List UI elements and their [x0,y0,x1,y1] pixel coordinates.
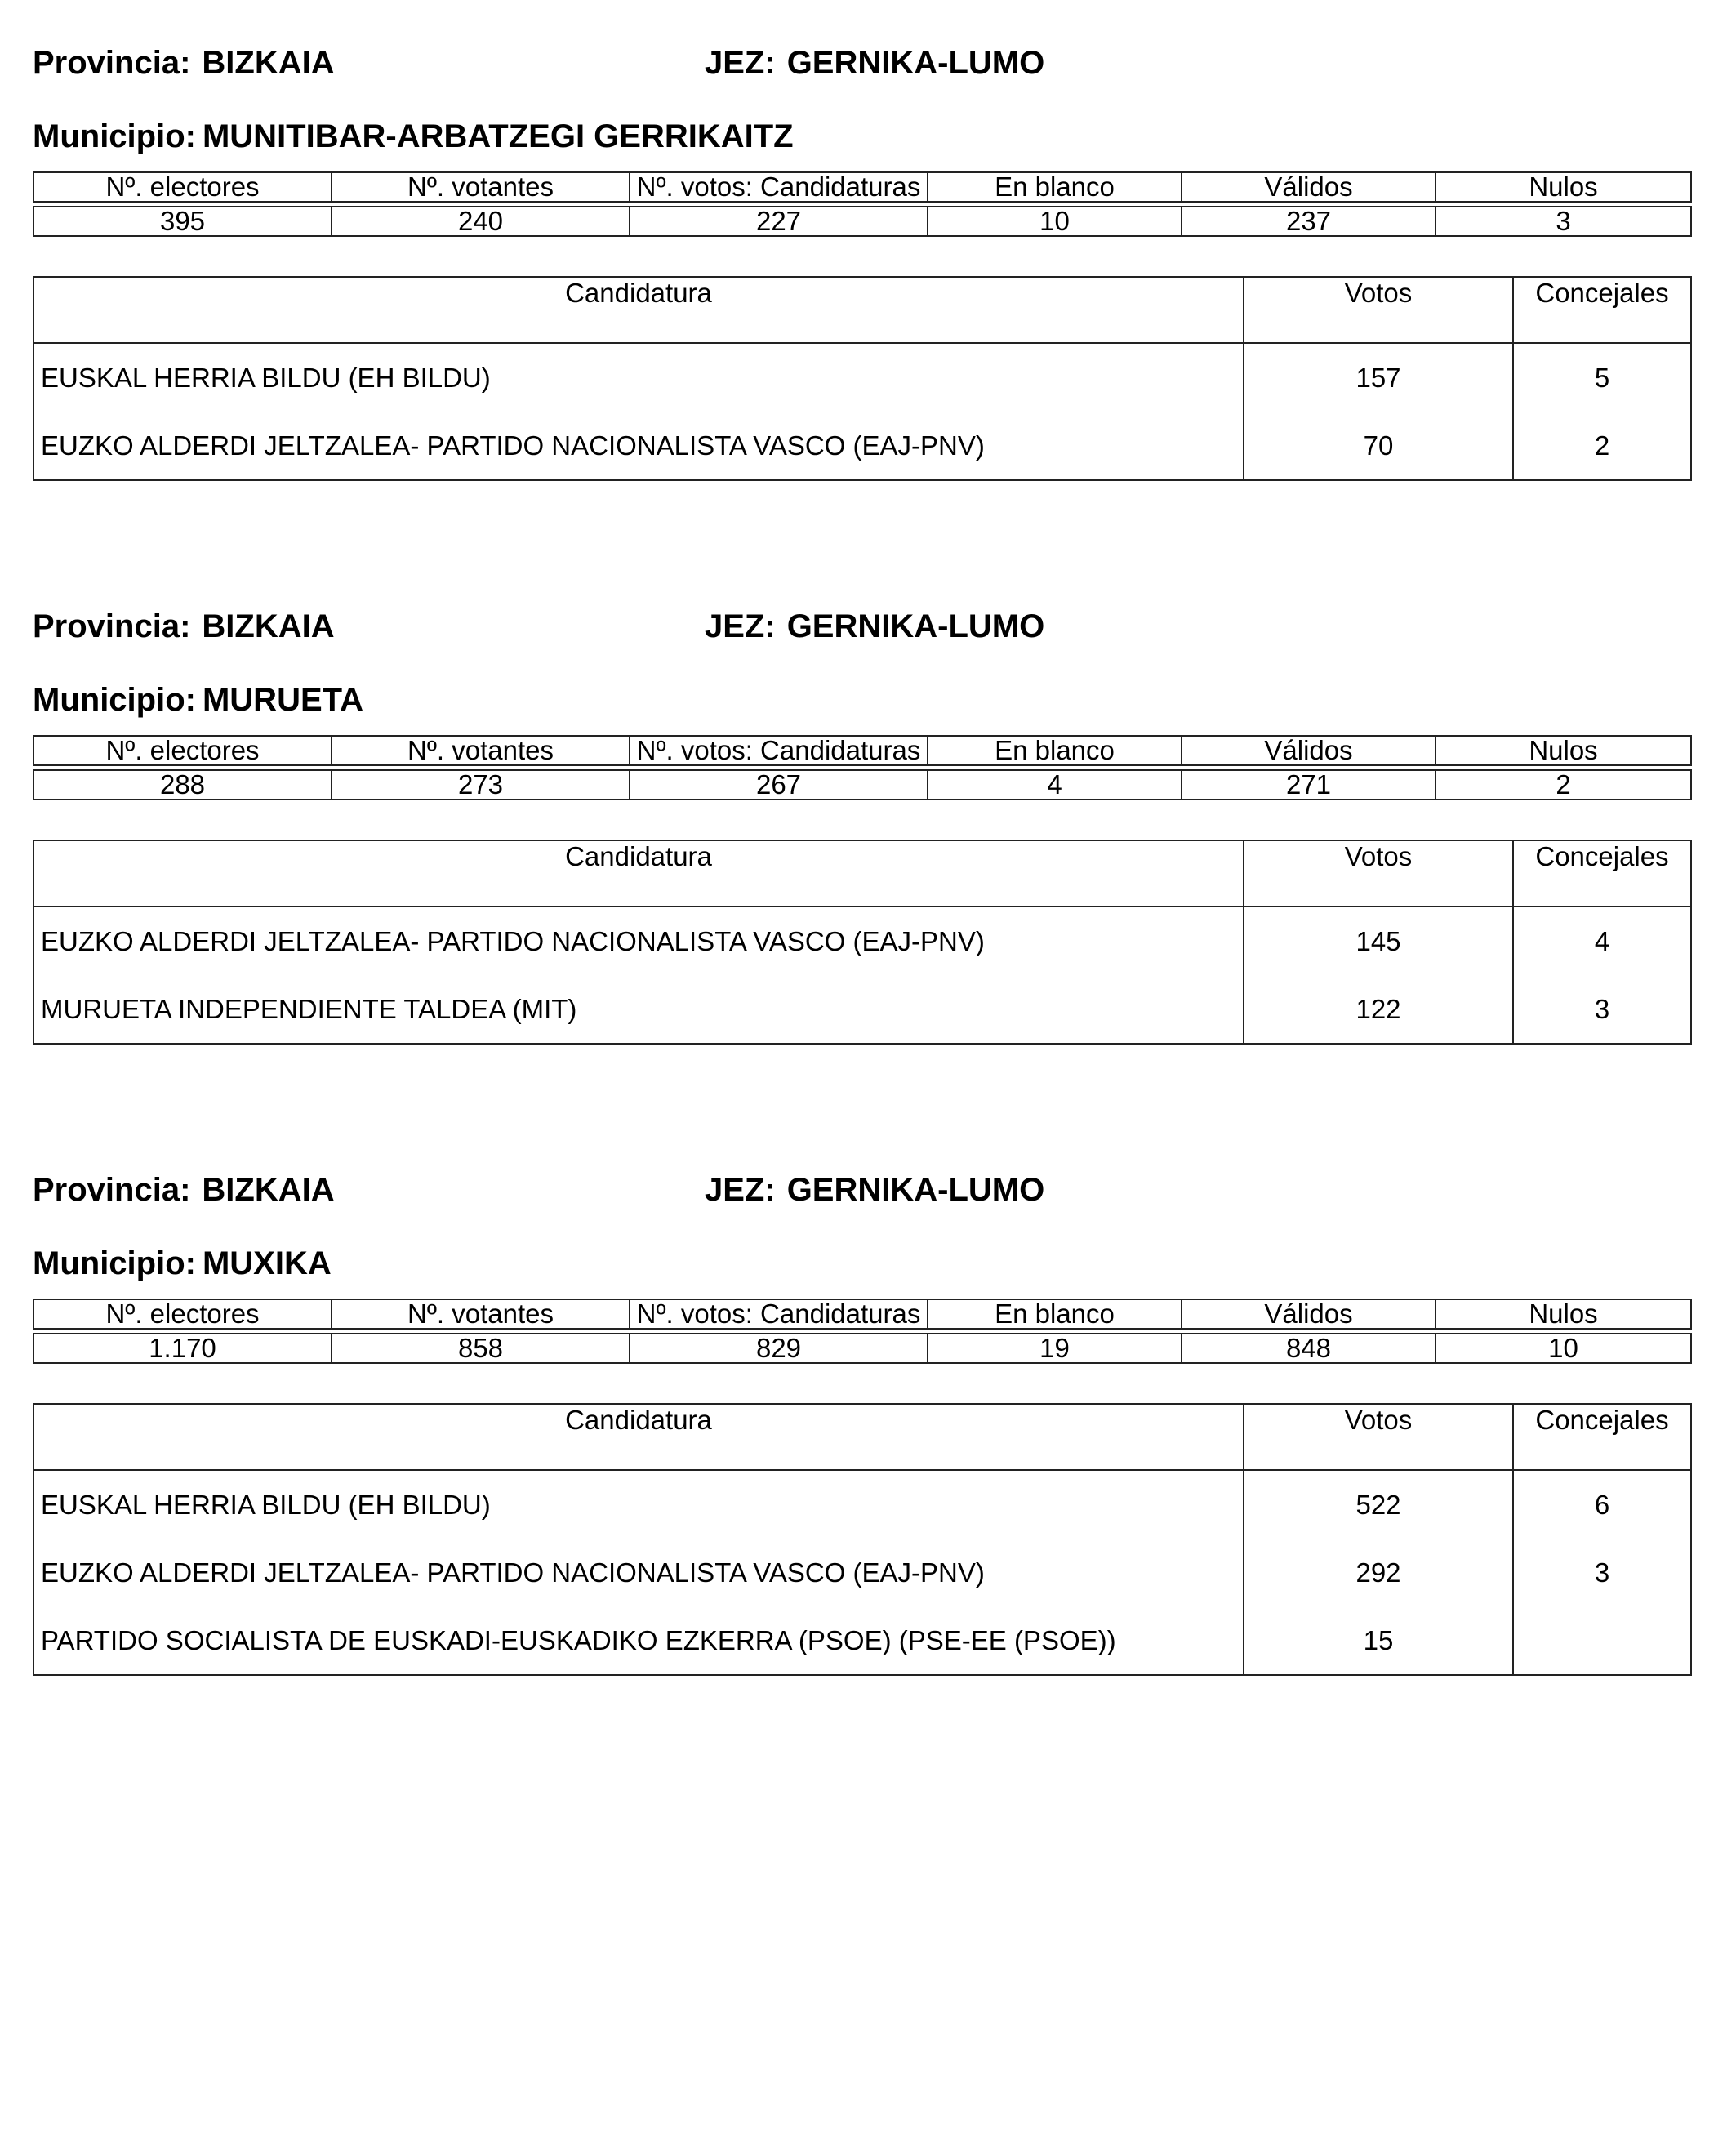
candidatura-name: EUZKO ALDERDI JELTZALEA- PARTIDO NACIONALISTA VASCO (EAJ-PNV) [33,412,1244,480]
results-header-row [33,840,1691,906]
municipio-value: MUNITIBAR-ARBATZEGI GERRIKAITZ [202,118,794,154]
municipality-section [33,1156,1690,1727]
results-header-votos: Votos [1244,840,1513,906]
results-header-concejales: Concejales [1513,840,1691,906]
municipio-heading: Municipio: MUNITIBAR-ARBATZEGI GERRIKAITZ [33,118,794,154]
summary-header-validos: Válidos [1182,736,1436,765]
result-row [33,343,1691,412]
summary-value-validos: 237 [1182,207,1436,236]
result-row [33,906,1691,975]
summary-header-electores: Nº. electores [33,736,332,765]
summary-value-validos: 848 [1182,1334,1436,1363]
summary-value-votantes: 240 [332,207,630,236]
summary-table [33,172,1692,237]
votos-value: 15 [1244,1606,1513,1675]
results-header-concejales: Concejales [1513,1404,1691,1470]
results-table [33,840,1692,1045]
summary-value-row [33,207,1691,236]
summary-value-nulos: 2 [1436,770,1691,800]
result-row [33,975,1691,1044]
summary-header-electores: Nº. electores [33,172,332,202]
result-row [33,412,1691,480]
summary-header-nulos: Nulos [1436,172,1691,202]
results-header-row [33,1404,1691,1470]
summary-value-votos-candidaturas: 267 [630,770,928,800]
provincia-heading: Provincia: BIZKAIA [33,608,335,644]
summary-value-validos: 271 [1182,770,1436,800]
municipio-heading: Municipio: MUXIKA [33,1245,332,1281]
concejales-value: 5 [1594,362,1610,393]
jez-value: GERNIKA-LUMO [786,1172,1045,1208]
jez-value: GERNIKA-LUMO [786,45,1045,81]
concejales-value [1513,1606,1691,1675]
votos-value: 145 [1244,906,1513,975]
summary-value-row [33,770,1691,800]
results-table [33,276,1692,481]
jez-heading: JEZ: GERNIKA-LUMO [705,608,1045,644]
summary-header-votantes: Nº. votantes [332,1299,630,1329]
provincia-heading: Provincia: BIZKAIA [33,1172,335,1208]
municipio-value: MUXIKA [202,1245,332,1281]
result-row [33,1470,1691,1539]
results-header-row [33,277,1691,343]
summary-value-row [33,1334,1691,1363]
summary-header-row [33,172,1691,202]
candidatura-name: EUSKAL HERRIA BILDU (EH BILDU) [33,1470,1244,1539]
summary-value-votos-candidaturas: 227 [630,207,928,236]
results-table [33,1403,1692,1676]
candidatura-name: EUSKAL HERRIA BILDU (EH BILDU) [33,343,1244,412]
summary-header-votantes: Nº. votantes [332,736,630,765]
municipio-value: MURUETA [202,682,363,718]
summary-header-en-blanco: En blanco [928,1299,1182,1329]
municipality-section [33,29,1690,486]
result-row [33,1539,1691,1606]
summary-header-en-blanco: En blanco [928,736,1182,765]
provincia-value: BIZKAIA [202,1172,335,1208]
summary-header-validos: Válidos [1182,1299,1436,1329]
concejales-value: 3 [1594,993,1610,1024]
summary-table [33,1298,1692,1364]
summary-header-row [33,1299,1691,1329]
votos-value: 292 [1244,1539,1513,1606]
jez-value: GERNIKA-LUMO [786,608,1045,644]
candidatura-name: MURUETA INDEPENDIENTE TALDEA (MIT) [33,975,1244,1044]
summary-value-electores: 395 [33,207,332,236]
candidatura-name: PARTIDO SOCIALISTA DE EUSKADI-EUSKADIKO EZKERRA (PSOE) (PSE-EE (PSOE)) [33,1606,1244,1675]
summary-header-votos-candidaturas: Nº. votos: Candidaturas [630,736,928,765]
results-header-votos: Votos [1244,277,1513,343]
concejales-value: 3 [1594,1557,1610,1588]
provincia-value: BIZKAIA [202,45,335,81]
results-header-votos: Votos [1244,1404,1513,1470]
result-row [33,1606,1691,1675]
summary-value-nulos: 3 [1436,207,1691,236]
summary-header-row [33,736,1691,765]
votos-value: 70 [1244,412,1513,480]
summary-value-votos-candidaturas: 829 [630,1334,928,1363]
summary-header-validos: Válidos [1182,172,1436,202]
summary-table [33,735,1692,800]
summary-value-en-blanco: 10 [928,207,1182,236]
summary-header-nulos: Nulos [1436,1299,1691,1329]
summary-header-en-blanco: En blanco [928,172,1182,202]
results-header-candidatura: Candidatura [33,277,1244,343]
summary-value-en-blanco: 4 [928,770,1182,800]
summary-header-nulos: Nulos [1436,736,1691,765]
jez-heading: JEZ: GERNIKA-LUMO [705,45,1045,81]
results-header-concejales: Concejales [1513,277,1691,343]
summary-value-electores: 288 [33,770,332,800]
summary-value-votantes: 273 [332,770,630,800]
votos-value: 157 [1244,343,1513,412]
provincia-heading: Provincia: BIZKAIA [33,45,335,81]
municipality-section [33,592,1690,1049]
municipio-heading: Municipio: MURUETA [33,682,363,718]
summary-value-votantes: 858 [332,1334,630,1363]
candidatura-name: EUZKO ALDERDI JELTZALEA- PARTIDO NACIONALISTA VASCO (EAJ-PNV) [33,1539,1244,1606]
candidatura-name: EUZKO ALDERDI JELTZALEA- PARTIDO NACIONALISTA VASCO (EAJ-PNV) [33,906,1244,975]
concejales-value: 4 [1594,925,1610,956]
votos-value: 522 [1244,1470,1513,1539]
summary-header-electores: Nº. electores [33,1299,332,1329]
summary-value-nulos: 10 [1436,1334,1691,1363]
summary-header-votantes: Nº. votantes [332,172,630,202]
jez-heading: JEZ: GERNIKA-LUMO [705,1172,1045,1208]
summary-value-electores: 1.170 [33,1334,332,1363]
votos-value: 122 [1244,975,1513,1044]
concejales-value: 6 [1594,1489,1610,1520]
summary-value-en-blanco: 19 [928,1334,1182,1363]
results-header-candidatura: Candidatura [33,1404,1244,1470]
summary-header-votos-candidaturas: Nº. votos: Candidaturas [630,172,928,202]
concejales-value: 2 [1594,430,1610,461]
summary-header-votos-candidaturas: Nº. votos: Candidaturas [630,1299,928,1329]
results-header-candidatura: Candidatura [33,840,1244,906]
provincia-value: BIZKAIA [202,608,335,644]
